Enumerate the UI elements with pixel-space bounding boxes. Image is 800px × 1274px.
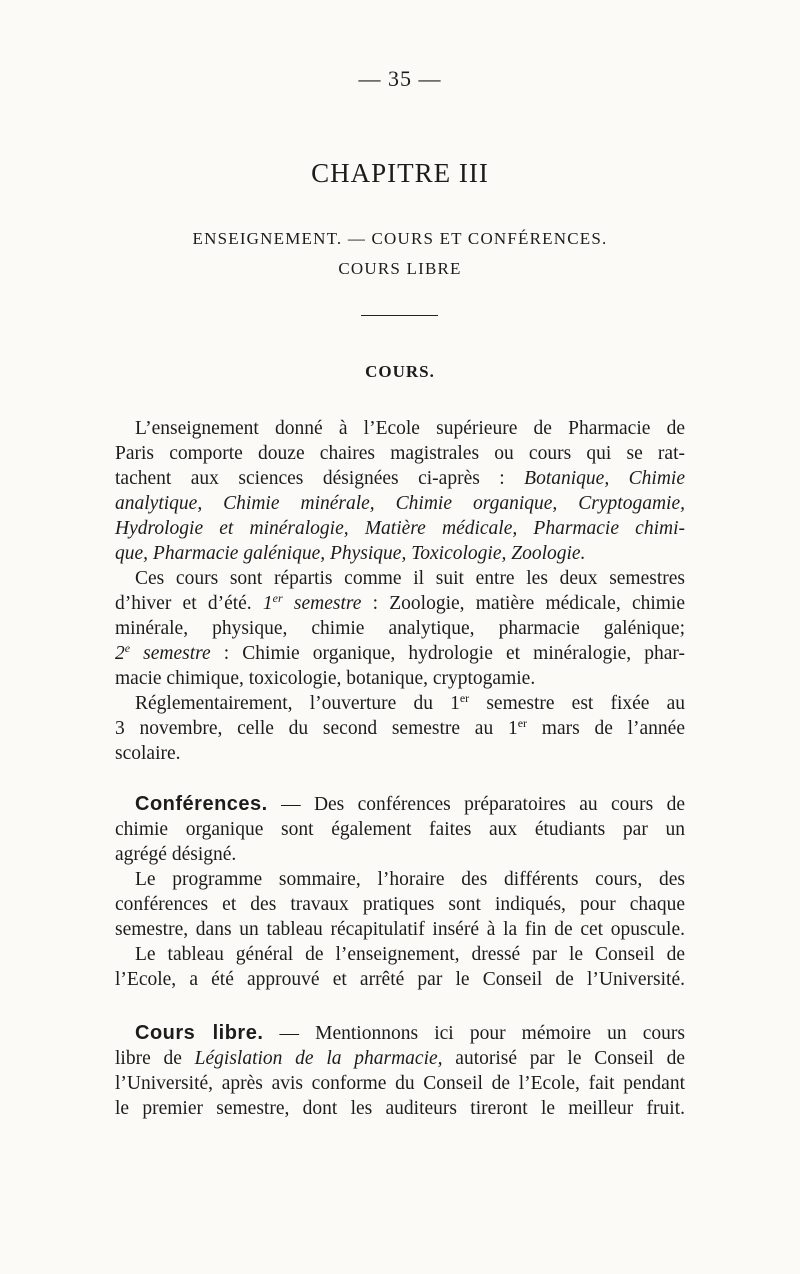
text-line xyxy=(115,792,685,817)
text-span: : Chimie organique, hydrologie et minéralogie, phar- xyxy=(210,643,685,664)
text-line: scolaire. xyxy=(115,743,181,764)
text-line xyxy=(115,491,685,516)
text-span: Réglementairement, l’ouverture du 1 xyxy=(135,693,460,714)
text-line: l’Université, après avis conforme du Conseil de l’Ecole, fait pendant xyxy=(115,1073,685,1094)
text-span: mars de l’année xyxy=(527,718,685,739)
text-line xyxy=(115,1021,685,1046)
chapter-subtitle-line2: COURS LIBRE xyxy=(338,259,462,278)
section-heading: COURS. xyxy=(365,362,435,381)
text-span: autorisé par le Conseil de xyxy=(442,1048,685,1069)
italic-span: Botanique, Chimie xyxy=(524,468,685,489)
section-divider xyxy=(361,315,438,316)
cours-libre-section xyxy=(115,1021,685,1121)
text-line: le premier semestre, dont les auditeurs tireront le meilleur fruit. xyxy=(115,1098,685,1119)
text-span: libre de xyxy=(115,1048,195,1069)
text-line xyxy=(115,1046,685,1071)
text-line xyxy=(115,516,685,541)
ordinal-number: 1 xyxy=(262,593,273,614)
text-line: chimie organique sont également faites aux étudiants par un xyxy=(115,819,685,840)
text-line: conférences et des travaux pratiques sont indiqués, pour chaque xyxy=(115,894,685,915)
chapter-title: CHAPITRE III xyxy=(311,158,489,188)
ordinal-suffix: er xyxy=(459,691,470,705)
ordinal-number: 2 xyxy=(115,643,125,664)
text-line xyxy=(115,641,685,666)
text-span: — Des conférences préparatoires au cours de xyxy=(267,794,685,815)
ordinal-suffix: e xyxy=(124,641,131,655)
text-line: Le programme sommaire, l’horaire des différents cours, des xyxy=(135,869,685,890)
cours-section xyxy=(115,416,685,766)
page-number: — 35 — xyxy=(358,66,442,91)
text-span: 3 novembre, celle du second semestre au 1 xyxy=(115,718,518,739)
chapter-subtitle-line1: ENSEIGNEMENT. — COURS ET CONFÉRENCES. xyxy=(192,229,608,248)
text-line: semestre, dans un tableau récapitulatif inséré à la fin de cet opuscule. xyxy=(115,919,685,940)
text-span: d’hiver et d’été. xyxy=(115,593,263,614)
text-line xyxy=(115,591,685,616)
conferences-label: Conférences. xyxy=(135,793,268,815)
italic-span: Législation de la pharmacie, xyxy=(194,1048,443,1069)
cours-libre-label: Cours libre. xyxy=(135,1022,264,1044)
ordinal-suffix: er xyxy=(517,716,528,730)
text-line: minérale, physique, chimie analytique, pharmacie galénique; xyxy=(115,618,685,639)
italic-span: que, Pharmacie galénique, Physique, Toxicologie, Zoologie. xyxy=(115,543,586,564)
text-line xyxy=(115,691,685,716)
text-line: l’Ecole, a été approuvé et arrêté par le Conseil de l’Université. xyxy=(115,969,685,990)
italic-span: analytique, Chimie minérale, Chimie organique, Cryptogamie, xyxy=(115,493,685,514)
text-line: Le tableau général de l’enseignement, dressé par le Conseil de xyxy=(135,944,685,965)
italic-span xyxy=(263,593,361,614)
conferences-section xyxy=(115,792,685,992)
text-line xyxy=(115,466,685,491)
text-line: Ces cours sont répartis comme il suit entre les deux semestres xyxy=(135,568,685,589)
semester-word: semestre xyxy=(130,643,211,664)
text-span: semestre est fixée au xyxy=(469,693,685,714)
ordinal-suffix: er xyxy=(272,591,283,605)
text-line: Paris comporte douze chaires magistrales ou cours qui se rat- xyxy=(115,443,685,464)
text-line xyxy=(115,716,685,741)
text-line xyxy=(115,541,685,566)
text-span: : Zoologie, matière médicale, chimie xyxy=(361,593,686,614)
text-line: macie chimique, toxicologie, botanique, cryptogamie. xyxy=(115,668,536,689)
italic-span: Hydrologie et minéralogie, Matière médicale, Pharmacie chimi- xyxy=(115,518,685,539)
italic-span xyxy=(115,643,211,664)
semester-word: semestre xyxy=(282,593,362,614)
text-line: agrégé désigné. xyxy=(115,844,237,865)
text-span: — Mentionnons ici pour mémoire un cours xyxy=(263,1023,685,1044)
text-line: L’enseignement donné à l’Ecole supérieure de Pharmacie de xyxy=(135,418,685,439)
text-span: tachent aux sciences désignées ci-après : xyxy=(115,468,525,489)
